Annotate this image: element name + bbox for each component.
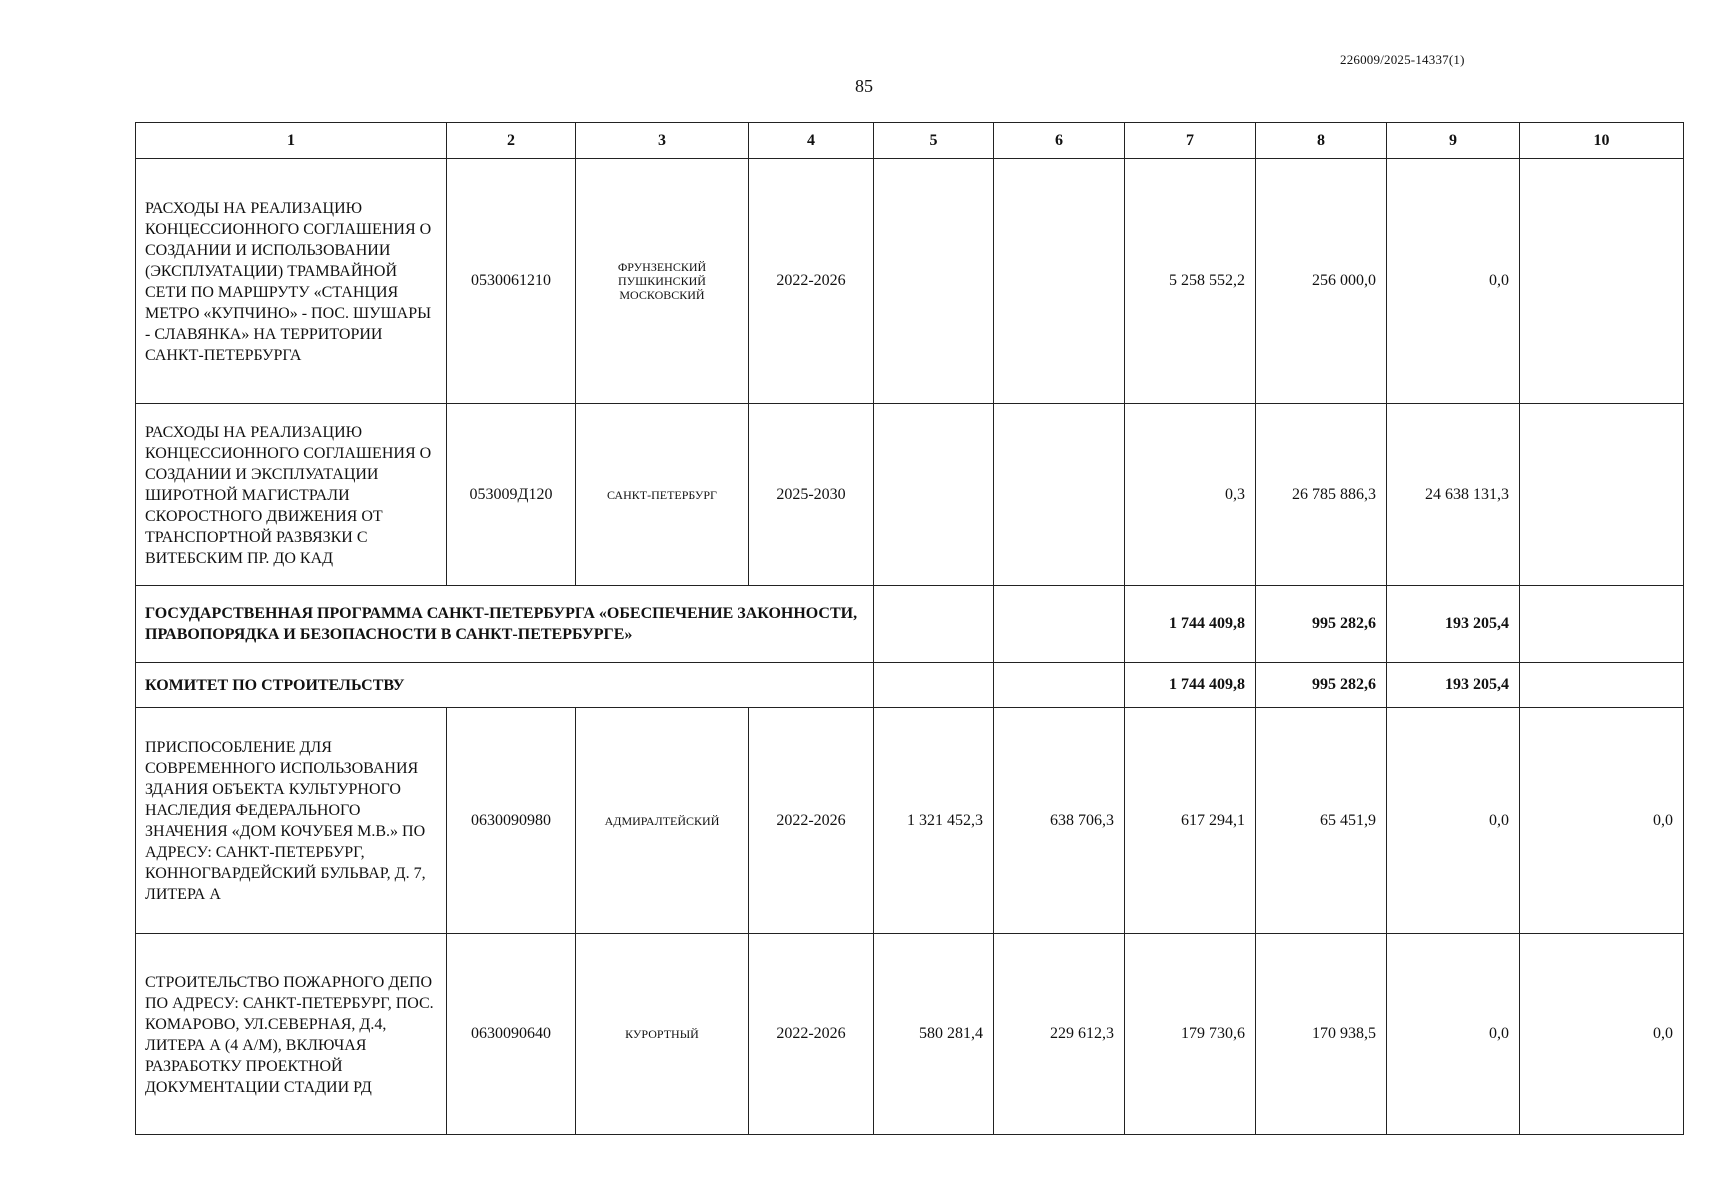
row-col9: 0,0 <box>1387 159 1520 404</box>
program-col10 <box>1520 586 1684 663</box>
row-col7: 0,3 <box>1125 404 1256 586</box>
row-col7: 179 730,6 <box>1125 934 1256 1135</box>
program-col5 <box>874 586 994 663</box>
row-name: РАСХОДЫ НА РЕАЛИЗАЦИЮ КОНЦЕССИОННОГО СОГЛАШЕНИЯ О СОЗДАНИИ И ЭКСПЛУАТАЦИИ ШИРОТНОЙ МАГИСТРАЛИ СКОРОСТНОГО ДВИЖЕНИЯ ОТ ТРАНСПОРТНОЙ РАЗВЯЗКИ С ВИТЕБСКИМ ПР. ДО КАД <box>136 404 447 586</box>
table-row <box>136 159 1684 404</box>
row-name: ПРИСПОСОБЛЕНИЕ ДЛЯ СОВРЕМЕННОГО ИСПОЛЬЗОВАНИЯ ЗДАНИЯ ОБЪЕКТА КУЛЬТУРНОГО НАСЛЕДИЯ ФЕДЕРАЛЬНОГО ЗНАЧЕНИЯ «ДОМ КОЧУБЕЯ М.В.» ПО АДРЕСУ: САНКТ-ПЕТЕРБУРГ, КОННОГВАРДЕЙСКИЙ БУЛЬВАР, Д. 7, ЛИТЕРА А <box>136 708 447 934</box>
row-col9: 0,0 <box>1387 934 1520 1135</box>
district-name: КУРОРТНЫЙ <box>625 1027 699 1041</box>
row-col5 <box>874 159 994 404</box>
row-col7: 5 258 552,2 <box>1125 159 1256 404</box>
row-col6: 638 706,3 <box>994 708 1125 934</box>
row-col9: 0,0 <box>1387 708 1520 934</box>
column-header: 2 <box>447 123 576 159</box>
column-header: 3 <box>576 123 749 159</box>
program-row <box>136 586 1684 663</box>
program-col8: 995 282,6 <box>1256 586 1387 663</box>
committee-col9: 193 205,4 <box>1387 663 1520 708</box>
table-header-row <box>136 123 1684 159</box>
row-col8: 170 938,5 <box>1256 934 1387 1135</box>
column-header: 6 <box>994 123 1125 159</box>
program-col6 <box>994 586 1125 663</box>
budget-table <box>135 122 1684 1135</box>
row-col7: 617 294,1 <box>1125 708 1256 934</box>
row-col6 <box>994 404 1125 586</box>
program-col9: 193 205,4 <box>1387 586 1520 663</box>
row-col5: 1 321 452,3 <box>874 708 994 934</box>
table-row <box>136 404 1684 586</box>
committee-col5 <box>874 663 994 708</box>
committee-col7: 1 744 409,8 <box>1125 663 1256 708</box>
document-id: 226009/2025-14337(1) <box>1340 52 1465 67</box>
row-district <box>576 934 749 1135</box>
row-col6 <box>994 159 1125 404</box>
row-col10 <box>1520 404 1684 586</box>
column-header: 10 <box>1520 123 1684 159</box>
row-col8: 256 000,0 <box>1256 159 1387 404</box>
row-years: 2022-2026 <box>749 159 874 404</box>
row-name: СТРОИТЕЛЬСТВО ПОЖАРНОГО ДЕПО ПО АДРЕСУ: САНКТ-ПЕТЕРБУРГ, ПОС. КОМАРОВО, УЛ.СЕВЕРНАЯ, Д.4, ЛИТЕРА А (4 А/М), ВКЛЮЧАЯ РАЗРАБОТКУ ПРОЕКТНОЙ ДОКУМЕНТАЦИИ СТАДИИ РД <box>136 934 447 1135</box>
column-header: 8 <box>1256 123 1387 159</box>
committee-row <box>136 663 1684 708</box>
row-years: 2022-2026 <box>749 708 874 934</box>
page-number: 85 <box>855 76 873 96</box>
committee-col8: 995 282,6 <box>1256 663 1387 708</box>
program-name: ГОСУДАРСТВЕННАЯ ПРОГРАММА САНКТ-ПЕТЕРБУРГА «ОБЕСПЕЧЕНИЕ ЗАКОННОСТИ, ПРАВОПОРЯДКА И БЕЗОПАСНОСТИ В САНКТ-ПЕТЕРБУРГЕ» <box>136 586 874 663</box>
row-district <box>576 159 749 404</box>
program-col7: 1 744 409,8 <box>1125 586 1256 663</box>
committee-col6 <box>994 663 1125 708</box>
district-name: МОСКОВСКИЙ <box>619 288 705 302</box>
committee-col10 <box>1520 663 1684 708</box>
row-code: 0630090980 <box>447 708 576 934</box>
column-header: 7 <box>1125 123 1256 159</box>
row-name: РАСХОДЫ НА РЕАЛИЗАЦИЮ КОНЦЕССИОННОГО СОГЛАШЕНИЯ О СОЗДАНИИ И ИСПОЛЬЗОВАНИИ (ЭКСПЛУАТАЦИИ) ТРАМВАЙНОЙ СЕТИ ПО МАРШРУТУ «СТАНЦИЯ МЕТРО «КУПЧИНО» - ПОС. ШУШАРЫ - СЛАВЯНКА» НА ТЕРРИТОРИИ САНКТ-ПЕТЕРБУРГА <box>136 159 447 404</box>
row-district <box>576 708 749 934</box>
row-col10 <box>1520 159 1684 404</box>
row-code: 053009Д120 <box>447 404 576 586</box>
row-code: 0530061210 <box>447 159 576 404</box>
table-row <box>136 708 1684 934</box>
row-col10: 0,0 <box>1520 708 1684 934</box>
row-col8: 26 785 886,3 <box>1256 404 1387 586</box>
row-col9: 24 638 131,3 <box>1387 404 1520 586</box>
row-col5: 580 281,4 <box>874 934 994 1135</box>
column-header: 9 <box>1387 123 1520 159</box>
column-header: 5 <box>874 123 994 159</box>
row-col10: 0,0 <box>1520 934 1684 1135</box>
row-col5 <box>874 404 994 586</box>
district-name: АДМИРАЛТЕЙСКИЙ <box>604 813 720 828</box>
committee-name: КОМИТЕТ ПО СТРОИТЕЛЬСТВУ <box>136 663 874 708</box>
table-row <box>136 934 1684 1135</box>
row-col6: 229 612,3 <box>994 934 1125 1135</box>
district-name: ФРУНЗЕНСКИЙ <box>617 260 707 274</box>
row-district <box>576 404 749 586</box>
district-name: САНКТ-ПЕТЕРБУРГ <box>607 487 717 502</box>
district-name: ПУШКИНСКИЙ <box>618 274 706 288</box>
column-header: 4 <box>749 123 874 159</box>
row-years: 2025-2030 <box>749 404 874 586</box>
row-col8: 65 451,9 <box>1256 708 1387 934</box>
column-header: 1 <box>136 123 447 159</box>
row-code: 0630090640 <box>447 934 576 1135</box>
row-years: 2022-2026 <box>749 934 874 1135</box>
